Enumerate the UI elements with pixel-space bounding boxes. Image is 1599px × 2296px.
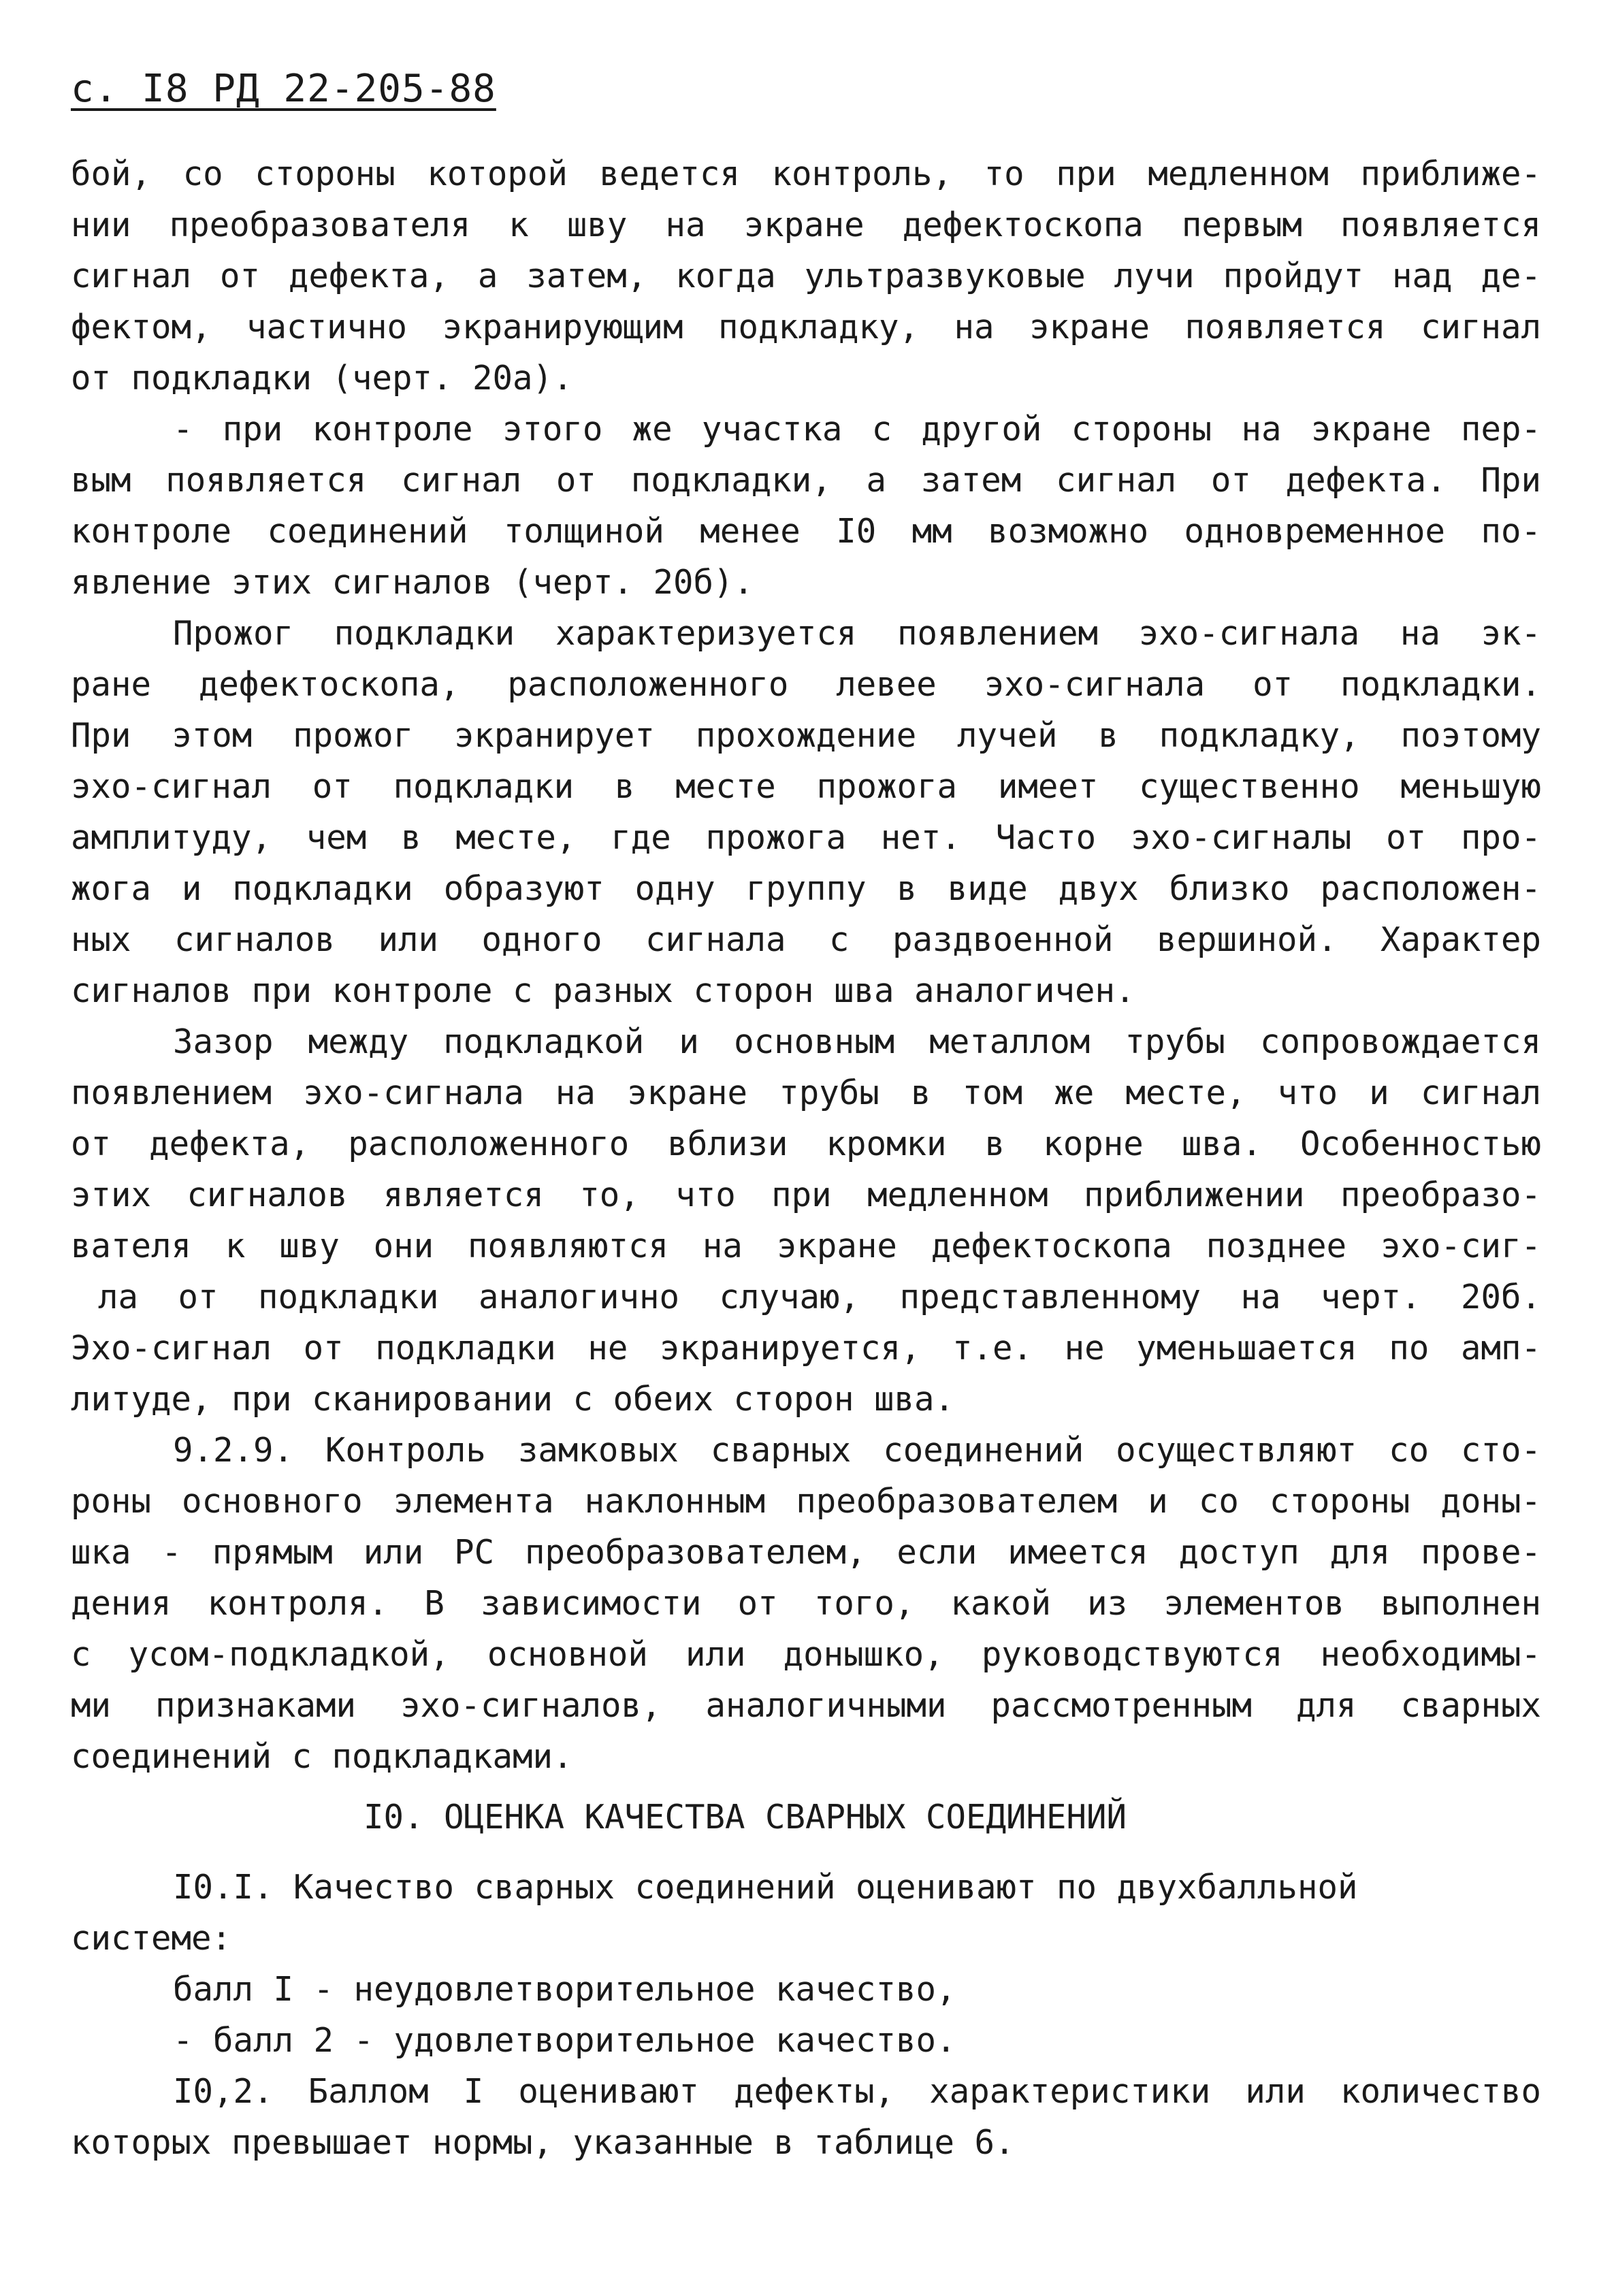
text-line: явление этих сигналов (черт. 20б). bbox=[71, 563, 754, 602]
text-line: При этом прожог экранирует прохождение лучей в подкладку, поэтому bbox=[71, 716, 1541, 755]
text-line: от дефекта, расположенного вблизи кромки в корне шва. Особенностью bbox=[71, 1125, 1541, 1163]
text-line: сигнал от дефекта, а затем, когда ультразвуковые лучи пройдут над де- bbox=[71, 257, 1541, 295]
text-line: роны основного элемента наклонным преобразователем и со стороны доны- bbox=[71, 1482, 1541, 1521]
text-line: которых превышает нормы, указанные в таблице 6. bbox=[71, 2123, 1015, 2162]
text-line: ране дефектоскопа, расположенного левее эхо-сигнала от подкладки. bbox=[71, 665, 1541, 704]
text-line: амплитуду, чем в месте, где прожога нет. Часто эхо-сигналы от про- bbox=[71, 818, 1541, 857]
text-line: сигналов при контроле с разных сторон шва аналогичен. bbox=[71, 971, 1135, 1010]
text-line: фектом, частично экранирующим подкладку, на экране появляется сигнал bbox=[71, 308, 1541, 346]
text-line: литуде, при сканировании с обеих сторон шва. bbox=[71, 1380, 955, 1419]
text-block-bottom bbox=[71, 1862, 1541, 2168]
text-line: дения контроля. В зависимости от того, какой из элементов выполнен bbox=[71, 1584, 1541, 1623]
text-line: ми признаками эхо-сигналов, аналогичными рассмотренным для сварных bbox=[71, 1686, 1541, 1725]
text-line: шка - прямым или РС преобразователем, если имеется доступ для прове- bbox=[71, 1533, 1541, 1572]
text-line: балл I - неудовлетворительное качество, bbox=[173, 1970, 956, 2009]
text-line: - при контроле этого же участка с другой стороны на экране пер- bbox=[173, 410, 1541, 449]
document-body bbox=[71, 148, 1541, 2168]
text-line: нии преобразователя к шву на экране дефектоскопа первым появляется bbox=[71, 206, 1541, 244]
text-line: - балл 2 - удовлетворительное качество. bbox=[173, 2021, 956, 2060]
text-block-top bbox=[71, 148, 1541, 1782]
text-line: бой, со стороны которой ведется контроль, то при медленном приближе- bbox=[71, 155, 1541, 193]
text-line: соединений с подкладками. bbox=[71, 1737, 573, 1776]
text-line: эхо-сигнал от подкладки в месте прожога имеет существенно меньшую bbox=[71, 767, 1541, 806]
text-line: I0.I. Качество сварных соединений оценивают по двухбалльной bbox=[173, 1868, 1358, 1907]
page-header: с. I8 РД 22-205-88 bbox=[71, 67, 496, 111]
text-line: вателя к шву они появляются на экране дефектоскопа позднее эхо-сиг- bbox=[71, 1227, 1541, 1265]
section-heading: I0. ОЦЕНКА КАЧЕСТВА СВАРНЫХ СОЕДИНЕНИЙ bbox=[364, 1798, 1127, 1837]
text-line: с усом-подкладкой, основной или донышко, руководствуются необходимы- bbox=[71, 1635, 1541, 1674]
text-line: вым появляется сигнал от подкладки, а затем сигнал от дефекта. При bbox=[71, 461, 1541, 500]
text-line: появлением эхо-сигнала на экране трубы в том же месте, что и сигнал bbox=[71, 1073, 1541, 1112]
text-line: Эхо-сигнал от подкладки не экранируется, т.е. не уменьшается по амп- bbox=[71, 1329, 1541, 1368]
text-line: этих сигналов является то, что при медленном приближении преобразо- bbox=[71, 1176, 1541, 1214]
text-line: контроле соединений толщиной менее I0 мм возможно одновременное по- bbox=[71, 512, 1541, 551]
text-line: Прожог подкладки характеризуется появлением эхо-сигнала на эк- bbox=[173, 614, 1541, 653]
text-line: 9.2.9. Контроль замковых сварных соединений осуществляют со сто- bbox=[173, 1431, 1541, 1470]
text-line: ла от подкладки аналогично случаю, представленному на черт. 20б. bbox=[98, 1278, 1541, 1316]
text-line: Зазор между подкладкой и основным металлом трубы сопровождается bbox=[173, 1022, 1541, 1061]
text-line: ных сигналов или одного сигнала с раздвоенной вершиной. Характер bbox=[71, 920, 1541, 959]
text-line: системе: bbox=[71, 1919, 232, 1958]
text-line: жога и подкладки образуют одну группу в виде двух близко расположен- bbox=[71, 869, 1541, 908]
text-line: от подкладки (черт. 20а). bbox=[71, 359, 573, 398]
text-line: I0,2. Баллом I оценивают дефекты, характеристики или количество bbox=[173, 2072, 1541, 2111]
